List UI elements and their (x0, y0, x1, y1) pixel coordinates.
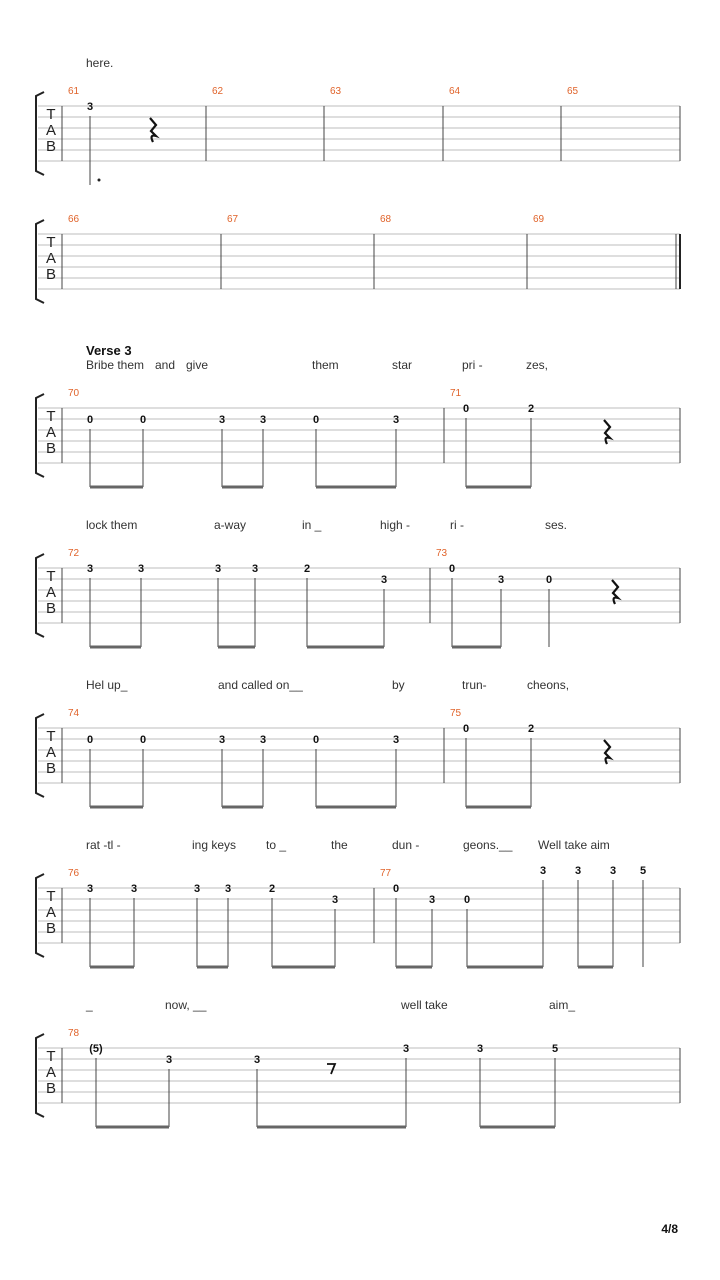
measure-number: 73 (436, 548, 448, 559)
measure-number: 67 (227, 214, 239, 225)
lyric-syllable: _ (86, 998, 93, 1012)
lyric-syllable: Hel up_ (86, 678, 128, 692)
fret-number: 5 (551, 1043, 559, 1055)
lyric-syllable: ri - (450, 518, 464, 532)
fret-number: 3 (218, 414, 226, 426)
lyric-syllable: ses. (545, 518, 568, 532)
tab-clef-letter: A (45, 424, 57, 441)
lyric-syllable: aim_ (549, 998, 576, 1012)
lyric-syllable: lock them (86, 518, 138, 532)
tab-clef-letter: B (45, 600, 57, 617)
system-1 (36, 56, 680, 185)
fret-number: 3 (86, 101, 94, 113)
fret-number: 0 (139, 414, 147, 426)
fret-number: 3 (428, 894, 436, 906)
lyric-syllable: a-way (214, 518, 247, 532)
fret-number: 0 (392, 883, 400, 895)
tab-clef-letter: B (45, 920, 57, 937)
lyric-syllable: dun - (392, 838, 420, 852)
lyric-syllable: well take (401, 998, 448, 1012)
fret-number: 2 (303, 563, 311, 575)
tab-clef-letter: T (46, 568, 56, 585)
fret-number: 3 (331, 894, 339, 906)
system-5 (36, 678, 680, 807)
fret-number: 3 (259, 734, 267, 746)
fret-number: 0 (86, 734, 94, 746)
fret-number: 0 (545, 574, 553, 586)
lyric-syllable: trun- (462, 678, 487, 692)
measure-number: 77 (380, 868, 392, 879)
fret-number: 3 (476, 1043, 484, 1055)
fret-number: 0 (139, 734, 147, 746)
system-bracket (36, 554, 44, 637)
lyric-syllable: zes, (526, 358, 549, 372)
fret-number: 3 (251, 563, 259, 575)
fret-number: 3 (218, 734, 226, 746)
fret-number: 0 (462, 403, 470, 415)
lyric-syllable: them (312, 358, 339, 372)
tab-clef-letter: A (45, 122, 57, 139)
tab-clef-letter: A (45, 904, 57, 921)
fret-number: 3 (402, 1043, 410, 1055)
tab-clef-letter: B (45, 138, 57, 155)
lyric-syllable: geons.__ (463, 838, 513, 852)
fret-number: 2 (527, 403, 535, 415)
system-4 (36, 518, 680, 647)
tab-clef-letter: T (46, 1048, 56, 1065)
lyric-syllable: and called on__ (218, 678, 303, 692)
tab-clef-letter: T (46, 234, 56, 251)
system-bracket (36, 220, 44, 303)
fret-number: 2 (527, 723, 535, 735)
lyric-syllable: in _ (302, 518, 322, 532)
fret-number: 3 (539, 865, 547, 877)
measure-number: 71 (450, 388, 462, 399)
lyric-syllable: star (392, 358, 413, 372)
fret-number: 3 (574, 865, 582, 877)
lyric-syllable: rat -tl - (86, 838, 121, 852)
quarter-rest (604, 740, 610, 764)
measure-number: 66 (68, 214, 80, 225)
measure-number: 68 (380, 214, 392, 225)
lyric-syllable: pri - (462, 358, 483, 372)
measure-number: 76 (68, 868, 80, 879)
lyric-syllable: the (331, 838, 348, 852)
tab-clef-letter: A (45, 744, 57, 761)
fret-number: 3 (380, 574, 388, 586)
lyric-syllable: cheons, (527, 678, 570, 692)
fret-number: 3 (86, 563, 94, 575)
fret-number: (5) (89, 1043, 103, 1055)
tab-clef-letter: A (45, 1064, 57, 1081)
tab-clef-letter: T (46, 408, 56, 425)
fret-number: 3 (214, 563, 222, 575)
measure-number: 74 (68, 708, 80, 719)
tab-clef-letter: B (45, 760, 57, 777)
lyric-syllable: Bribe them (86, 358, 145, 372)
lyric-syllable: give (186, 358, 209, 372)
section-title: Verse 3 (86, 343, 132, 358)
lyric-syllable: Well take aim (538, 838, 610, 852)
tab-clef-letter: A (45, 584, 57, 601)
system-bracket (36, 874, 44, 957)
fret-number: 3 (392, 734, 400, 746)
system-7 (36, 998, 680, 1127)
tab-clef-letter: B (45, 266, 57, 283)
system-2 (36, 214, 680, 303)
measure-number: 64 (449, 86, 461, 97)
system-3 (36, 343, 680, 487)
measure-number: 69 (533, 214, 545, 225)
measure-number: 61 (68, 86, 80, 97)
fret-number: 3 (193, 883, 201, 895)
system-bracket (36, 394, 44, 477)
lyric-syllable: to _ (266, 838, 287, 852)
measure-number: 62 (212, 86, 224, 97)
page-number: 4/8 (661, 1222, 678, 1236)
fret-number: 3 (253, 1054, 261, 1066)
system-bracket (36, 714, 44, 797)
measure-number: 75 (450, 708, 462, 719)
measure-number: 63 (330, 86, 342, 97)
fret-number: 3 (224, 883, 232, 895)
lyric-syllable: now, __ (165, 998, 207, 1012)
fret-number: 0 (312, 414, 320, 426)
tab-clef-letter: B (45, 1080, 57, 1097)
measure-number: 78 (68, 1028, 80, 1039)
lyric-syllable: by (392, 678, 405, 692)
fret-number: 3 (137, 563, 145, 575)
lyric-syllable: high - (380, 518, 411, 532)
quarter-rest (604, 420, 610, 444)
measure-number: 70 (68, 388, 80, 399)
fret-number: 0 (462, 723, 470, 735)
fret-number: 3 (130, 883, 138, 895)
fret-number: 3 (259, 414, 267, 426)
fret-number: 3 (392, 414, 400, 426)
quarter-rest (150, 118, 156, 142)
system-6 (36, 838, 680, 967)
fret-number: 5 (639, 865, 647, 877)
fret-number: 2 (268, 883, 276, 895)
fret-number: 3 (86, 883, 94, 895)
measure-number: 65 (567, 86, 579, 97)
fret-number: 0 (463, 894, 471, 906)
fret-number: 3 (497, 574, 505, 586)
tab-clef-letter: T (46, 888, 56, 905)
tab-clef-letter: T (46, 106, 56, 123)
system-bracket (36, 92, 44, 175)
fret-number: 0 (86, 414, 94, 426)
measure-number: 72 (68, 548, 80, 559)
fret-number: 0 (448, 563, 456, 575)
system-bracket (36, 1034, 44, 1117)
lyric-syllable: ing keys (192, 838, 237, 852)
tab-clef-letter: A (45, 250, 57, 267)
lyric-syllable: and (155, 358, 176, 372)
eighth-rest (327, 1064, 335, 1074)
lyric-syllable: here. (86, 56, 114, 70)
fret-number: 0 (312, 734, 320, 746)
tab-clef-letter: T (46, 728, 56, 745)
dot (98, 179, 101, 182)
fret-number: 3 (609, 865, 617, 877)
tab-clef-letter: B (45, 440, 57, 457)
quarter-rest (612, 580, 618, 604)
fret-number: 3 (165, 1054, 173, 1066)
